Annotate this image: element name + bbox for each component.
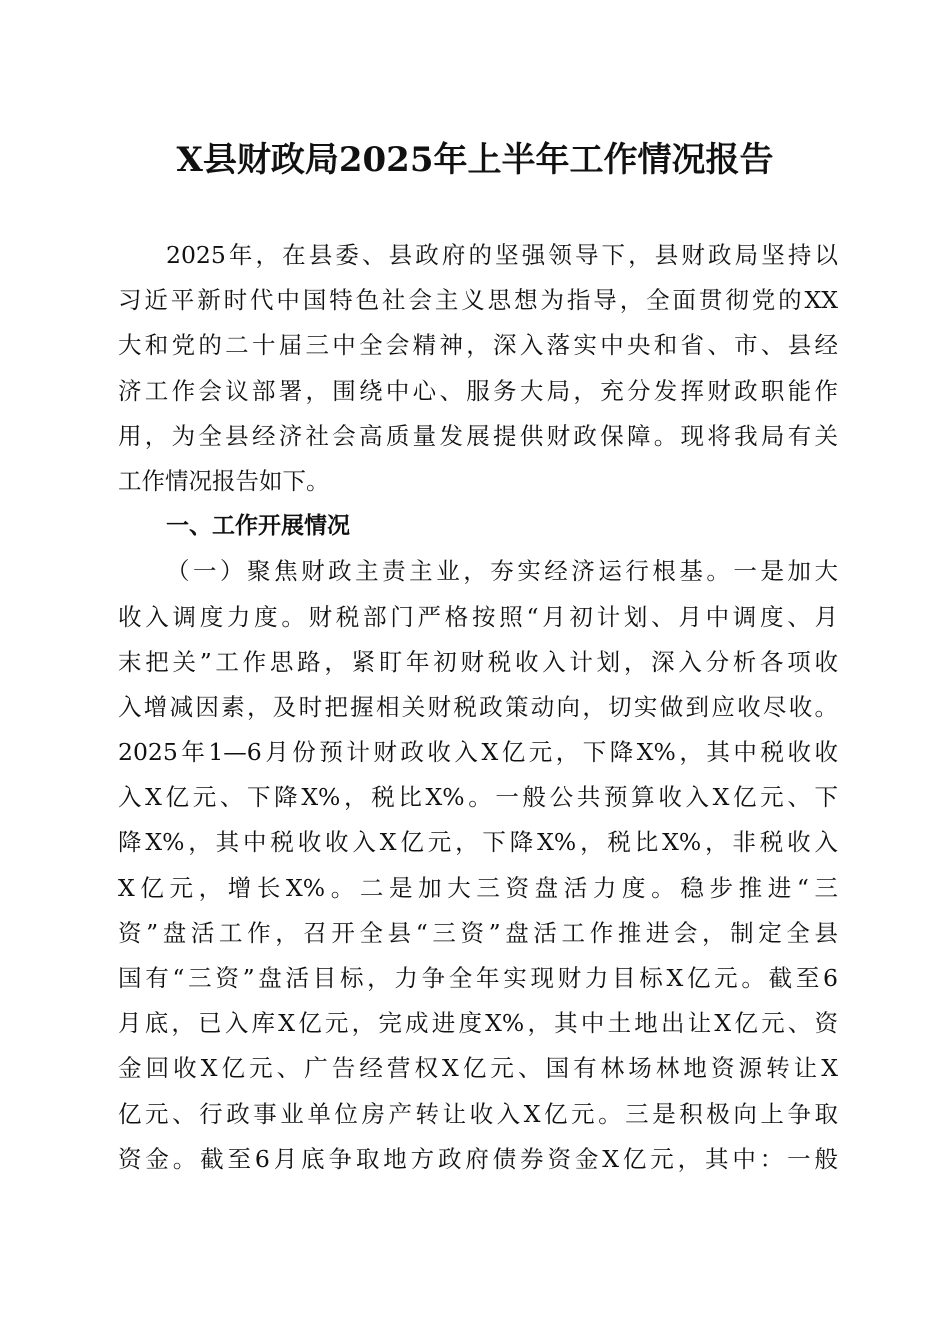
- paragraph-line: 工作情况报告如下。: [118, 466, 330, 495]
- paragraph-line: X亿元，增长X%。二是加大三资盘活力度。稳步推进“三: [118, 873, 838, 902]
- paragraph-line: 习近平新时代中国特色社会主义思想为指导，全面贯彻党的XX: [118, 286, 838, 315]
- paragraph-line: 资”盘活工作，召开全县“三资”盘活工作推进会，制定全县: [118, 918, 838, 947]
- paragraph-line: 金回收X亿元、广告经营权X亿元、国有林场林地资源转让X: [118, 1054, 838, 1083]
- paragraph-line: 2025年1—6月份预计财政收入X亿元，下降X%，其中税收收: [118, 738, 838, 767]
- paragraph-line: 大和党的二十届三中全会精神，深入落实中央和省、市、县经: [118, 331, 838, 360]
- paragraph-line: 资金。截至6月底争取地方政府债券资金X亿元，其中：一般: [118, 1144, 838, 1173]
- section-heading: 一、工作开展情况: [166, 513, 350, 540]
- paragraph-line: 国有“三资”盘活目标，力争全年实现财力目标X亿元。截至6: [118, 964, 838, 992]
- paragraph-line: 降X%，其中税收收入X亿元，下降X%，税比X%，非税收入: [118, 828, 838, 857]
- paragraph-line: 2025年，在县委、县政府的坚强领导下，县财政局坚持以: [166, 241, 838, 269]
- document-title: X县财政局2025年上半年工作情况报告: [176, 140, 774, 180]
- paragraph-line: 收入调度力度。财税部门严格按照“月初计划、月中调度、月: [118, 602, 838, 631]
- paragraph-line: 入增减因素，及时把握相关财税政策动向，切实做到应收尽收。: [118, 692, 838, 721]
- paragraph-line: （一）聚焦财政主责主业，夯实经济运行根基。一是加大: [166, 557, 838, 586]
- paragraph-line: 用，为全县经济社会高质量发展提供财政保障。现将我局有关: [118, 421, 838, 450]
- paragraph-line: 亿元、行政事业单位房产转让收入X亿元。三是积极向上争取: [118, 1099, 838, 1128]
- paragraph-line: 末把关”工作思路，紧盯年初财税收入计划，深入分析各项收: [118, 647, 838, 676]
- paragraph-line: 入X亿元、下降X%，税比X%。一般公共预算收入X亿元、下: [118, 783, 838, 812]
- document-body: [118, 233, 838, 1182]
- paragraph-line: 月底，已入库X亿元，完成进度X%，其中土地出让X亿元、资: [118, 1009, 838, 1038]
- paragraph-line: 济工作会议部署，围绕中心、服务大局，充分发挥财政职能作: [118, 376, 838, 405]
